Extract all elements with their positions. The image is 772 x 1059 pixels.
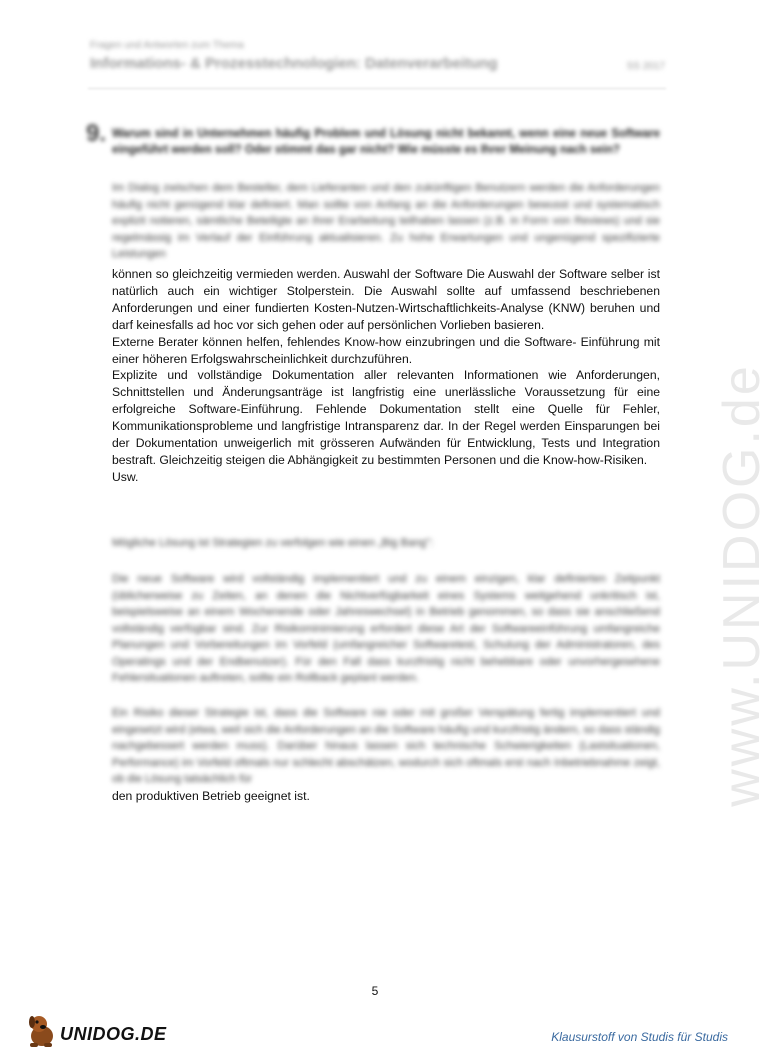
- closing-line: den produktiven Betrieb geeignet ist.: [112, 789, 310, 803]
- solution-subheading: Mögliche Lösung ist Strategien zu verfolgen wie einen „Big Bang":: [112, 537, 434, 549]
- watermark: www.UNIDOG.de: [713, 363, 771, 807]
- answer-paragraph: Externe Berater können helfen, fehlendes Know-how einzubringen und die Software- Einführung mit einer höheren Erfolgswahrscheinlichkeit durchzuführen.: [112, 334, 660, 366]
- blurred-risk-paragraph: Ein Risiko dieser Strategie ist, dass die Software nie oder mit großer Verspätung fertig implementiert und eingesetzt wird (etwa, weil sich die Anforderungen an die Software häufig und kurzfristig ändern, so dass ständig nachgebessert werden muss). Darüber hinaus lassen sich technische Schwierigkeiten (Lastsituationen, Performance) im Vorfeld oftmals nur schlecht abschätzen, wodurch sich oftmals erst nach Inbetriebnahme zeigt, ob die Lösung tatsächlich für: [112, 707, 660, 785]
- question-text: Warum sind in Unternehmen häufig Problem und Lösung nicht bekannt, wenn eine neue Software eingeführt werden soll? Oder stimmt das gar nicht? Wie müsste es Ihrer Meinung nach sein?: [112, 128, 660, 156]
- footer-tagline: Klausurstoff von Studis für Studis: [551, 1030, 728, 1044]
- header-title: Informations- & Prozesstechnologien: Datenverarbeitung: [90, 55, 498, 72]
- header-semester: SS 2017: [626, 61, 665, 72]
- answer-paragraph: Explizite und vollständige Dokumentation aller relevanten Informationen wie Anforderungen, Schnittstellen und Änderungsanträge ist langfristig eine unerlässliche Voraussetzung für eine erfolgreiche Software-Einführung. Fehlende Dokumentation stellt eine Quelle für Fehler, Kommunikationsprobleme und langfristige Intransparenz dar. In der Regel werden Einsparungen bei der Dokumentation unweigerlich mit grösseren Aufwänden für Entwicklung, Tests und Integration bestraft. Gleichzeitig steigen die Abhängigkeit zu bestimmten Personen und die Know-how-Risiken.: [112, 368, 660, 467]
- blurred-intro-paragraph: Im Dialog zwischen dem Besteller, dem Lieferanten und den zukünftigen Benutzern werden die Anforderungen häufig nicht genügend klar definiert. Man sollte von Anfang an die Anforderungen bewusst und systematisch explizit notieren, sämtliche Beteiligte an ihrer Erarbeitung teilhaben lassen (z.B. in Form von Reviews) und sie regelmässig im Verlauf der Einführung aktualisieren. Zu hohe Erwartungen und ungenügend spezifizierte Leistungen: [112, 182, 660, 260]
- header-subtitle: Fragen und Antworten zum Thema: [90, 40, 244, 51]
- answer-body: [112, 266, 660, 486]
- page-number: 5: [371, 984, 379, 998]
- logo-text: UNIDOG.DE: [60, 1024, 167, 1044]
- answer-paragraph: Usw.: [112, 469, 139, 484]
- answer-paragraph: können so gleichzeitig vermieden werden. Auswahl der Software Die Auswahl der Software selber ist natürlich auch ein wichtiger Stolperstein. Die Auswahl sollte auf umfassend beschriebenen Anforderungen und einer fundierten Kosten-Nutzen-Wirtschaftlichkeits-Analyse (KNW) beruhen und darf keinesfalls ad hoc vor sich gehen oder auf persönlichen Vorlieben basieren.: [112, 267, 660, 332]
- question-number: 9.: [86, 120, 107, 147]
- header-divider: [88, 88, 666, 89]
- blurred-big-bang-paragraph: Die neue Software wird vollständig implementiert und zu einem einzigen, klar definierten Zeitpunkt (üblicherweise zu Zeiten, an denen die Nichtverfügbarkeit eines Systems weitgehend unkritisch ist, beispielsweise an einem Wochenende oder Jahreswechsel) in Betrieb genommen, so dass sie anschließend vollständig verfügbar sind. Zur Risikominimierung erfordert diese Art der Softwareeinführung umfangreiche Planungen und Vorbereitungen im Vorfeld (umfangreicher Softwaretest, Schulung der Administratoren, des Operatings und der Endbenutzer). Für den Fall dass kurzfristig nicht behebbare oder unvorhergesehene Fehlersituationen auftreten, sollte ein Rollback geplant werden.: [112, 573, 660, 684]
- dog-mascot-icon: [22, 1010, 62, 1050]
- page-header: [90, 40, 665, 72]
- unidog-logo: [22, 1010, 167, 1050]
